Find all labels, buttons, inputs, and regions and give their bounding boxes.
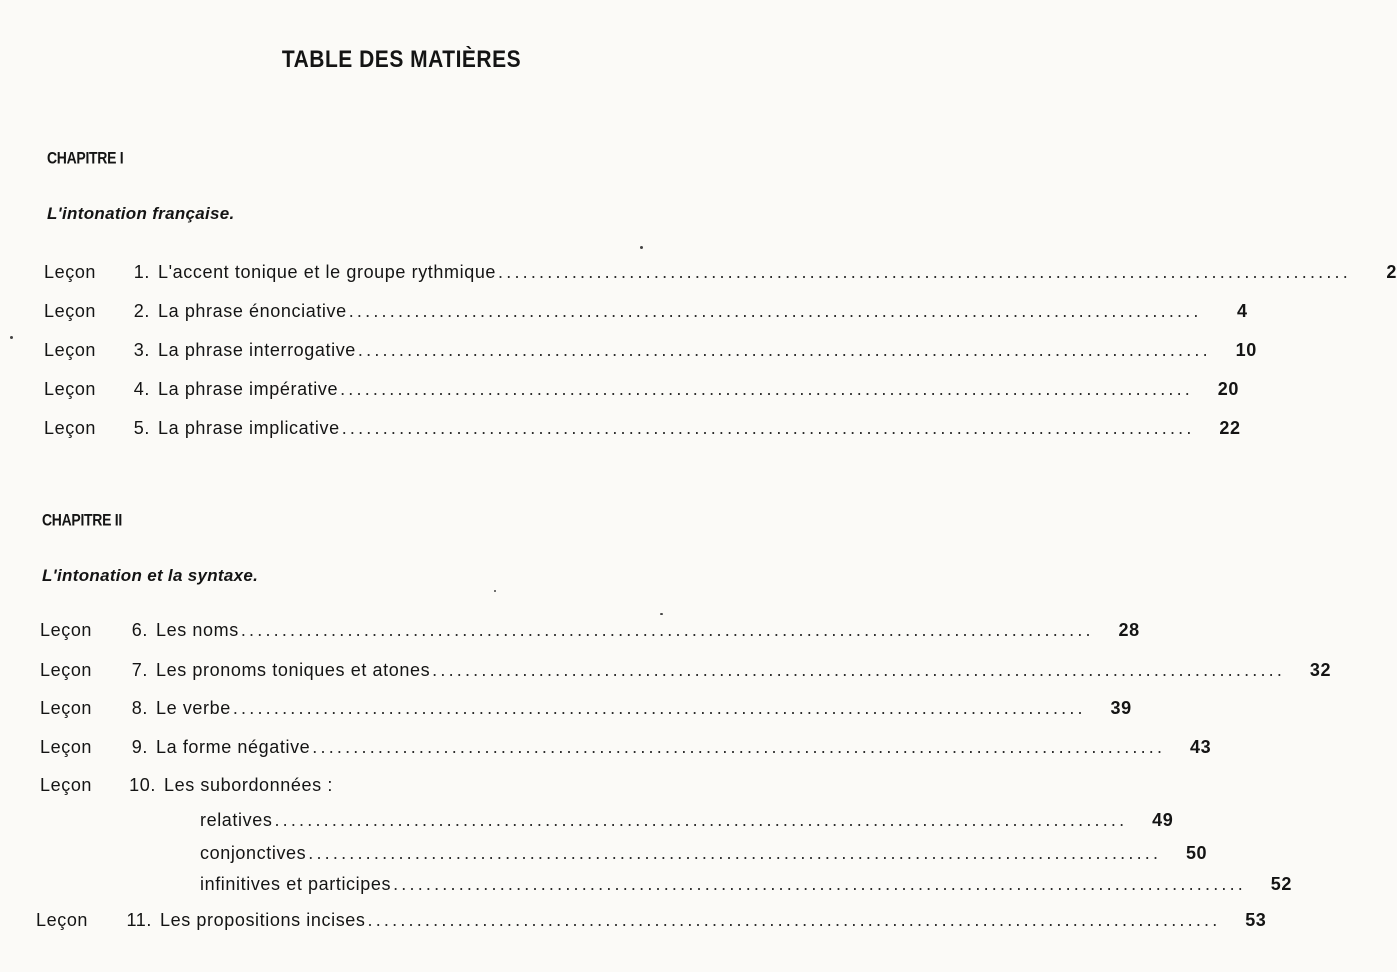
dot-leader: ........................................................................................................ (308, 843, 1162, 863)
entry-number: 10. (129, 775, 156, 795)
entry-number: 3. (133, 340, 150, 360)
entry-number: 7. (131, 660, 148, 680)
toc-subentry-relatives (200, 810, 1174, 836)
entry-number: 1. (133, 262, 150, 282)
entry-page: 22 (1219, 418, 1241, 438)
scan-speck (10, 336, 13, 339)
entry-label: Leçon (44, 340, 97, 360)
entry-label: Leçon (40, 620, 93, 640)
scan-speck (660, 613, 663, 615)
chapter-1-heading: CHAPITRE I (47, 148, 124, 168)
dot-leader: ........................................................................................................ (432, 660, 1286, 680)
toc-entry-lecon-9 (40, 737, 1212, 763)
entry-number: 5. (133, 418, 150, 438)
toc-entry-lecon-1 (44, 262, 1397, 288)
toc-entry-lecon-2 (44, 301, 1248, 327)
toc-subentry-conjonctives (200, 843, 1208, 869)
dot-leader: ........................................................................................................ (240, 620, 1094, 640)
scan-speck (494, 590, 496, 592)
dot-leader: ........................................................................................................ (341, 418, 1195, 438)
toc-entry-lecon-11 (36, 910, 1267, 936)
entry-page: 43 (1189, 737, 1212, 757)
chapter-1-subtitle: L'intonation française. (47, 204, 235, 223)
entry-title: La phrase interrogative (158, 340, 356, 360)
dot-leader: ........................................................................................................ (312, 737, 1166, 757)
toc-subentry-infinitives (200, 874, 1292, 900)
entry-number: 11. (126, 910, 152, 930)
entry-label: Leçon (44, 418, 97, 438)
entry-label: Leçon (44, 262, 97, 282)
entry-label: Leçon (40, 660, 93, 680)
entry-label: Leçon (40, 698, 93, 718)
entry-page: 50 (1185, 843, 1208, 863)
dot-leader: ........................................................................................................ (340, 379, 1193, 399)
entry-label: Leçon (44, 301, 97, 321)
entry-number: 8. (131, 698, 148, 718)
dot-leader: ........................................................................................................ (348, 301, 1202, 321)
entry-title: Le verbe (156, 698, 231, 718)
dot-leader: ........................................................................................................ (367, 910, 1221, 930)
dot-leader: ........................................................................................................ (274, 810, 1128, 830)
chapter-2-subtitle: L'intonation et la syntaxe. (42, 566, 259, 585)
entry-page: 32 (1309, 660, 1332, 680)
entry-page: 53 (1245, 910, 1267, 930)
entry-title: Les noms (156, 620, 239, 640)
entry-title: La phrase énonciative (158, 301, 347, 321)
toc-entry-lecon-6 (40, 620, 1140, 646)
entry-page: 28 (1118, 620, 1140, 640)
scan-speck (640, 246, 643, 249)
entry-title: La phrase impérative (158, 379, 339, 399)
entry-title: La forme négative (156, 737, 311, 757)
entry-title: infinitives et participes (200, 874, 392, 894)
entry-title: Les subordonnées : (164, 775, 333, 795)
entry-label: Leçon (40, 775, 93, 795)
entry-number: 2. (133, 301, 150, 321)
entry-page: 10 (1235, 340, 1257, 360)
entry-page: 52 (1270, 874, 1292, 894)
entry-label: Leçon (44, 379, 97, 399)
toc-entry-lecon-3 (44, 340, 1257, 366)
entry-label: Leçon (40, 737, 93, 757)
entry-page: 2 (1386, 262, 1397, 282)
entry-number: 9. (131, 737, 148, 757)
entry-title: L'accent tonique et le groupe rythmique (158, 262, 497, 282)
toc-entry-lecon-10 (40, 775, 738, 801)
entry-page: 4 (1237, 301, 1248, 321)
entry-number: 6. (131, 620, 148, 640)
entry-page: 39 (1110, 698, 1132, 718)
dot-leader: ........................................................................................................ (357, 340, 1211, 360)
toc-entry-lecon-5 (44, 418, 1241, 444)
entry-number: 4. (133, 379, 150, 399)
toc-entry-lecon-8 (40, 698, 1132, 724)
entry-page: 20 (1217, 379, 1239, 399)
entry-title: relatives (200, 810, 273, 830)
entry-title: conjonctives (200, 843, 307, 863)
entry-page: 49 (1152, 810, 1174, 830)
dot-leader: ........................................................................................................ (393, 874, 1246, 894)
entry-title: Les pronoms toniques et atones (156, 660, 431, 680)
dot-leader: ........................................................................................................ (498, 262, 1351, 282)
entry-label: Leçon (36, 910, 89, 930)
toc-entry-lecon-7 (40, 660, 1332, 686)
page-title: TABLE DES MATIÈRES (281, 46, 522, 73)
entry-title: Les propositions incises (160, 910, 366, 930)
toc-entry-lecon-4 (44, 379, 1239, 405)
entry-title: La phrase implicative (158, 418, 340, 438)
dot-leader: ........................................................................................................ (232, 698, 1086, 718)
chapter-2-heading: CHAPITRE II (42, 510, 122, 530)
